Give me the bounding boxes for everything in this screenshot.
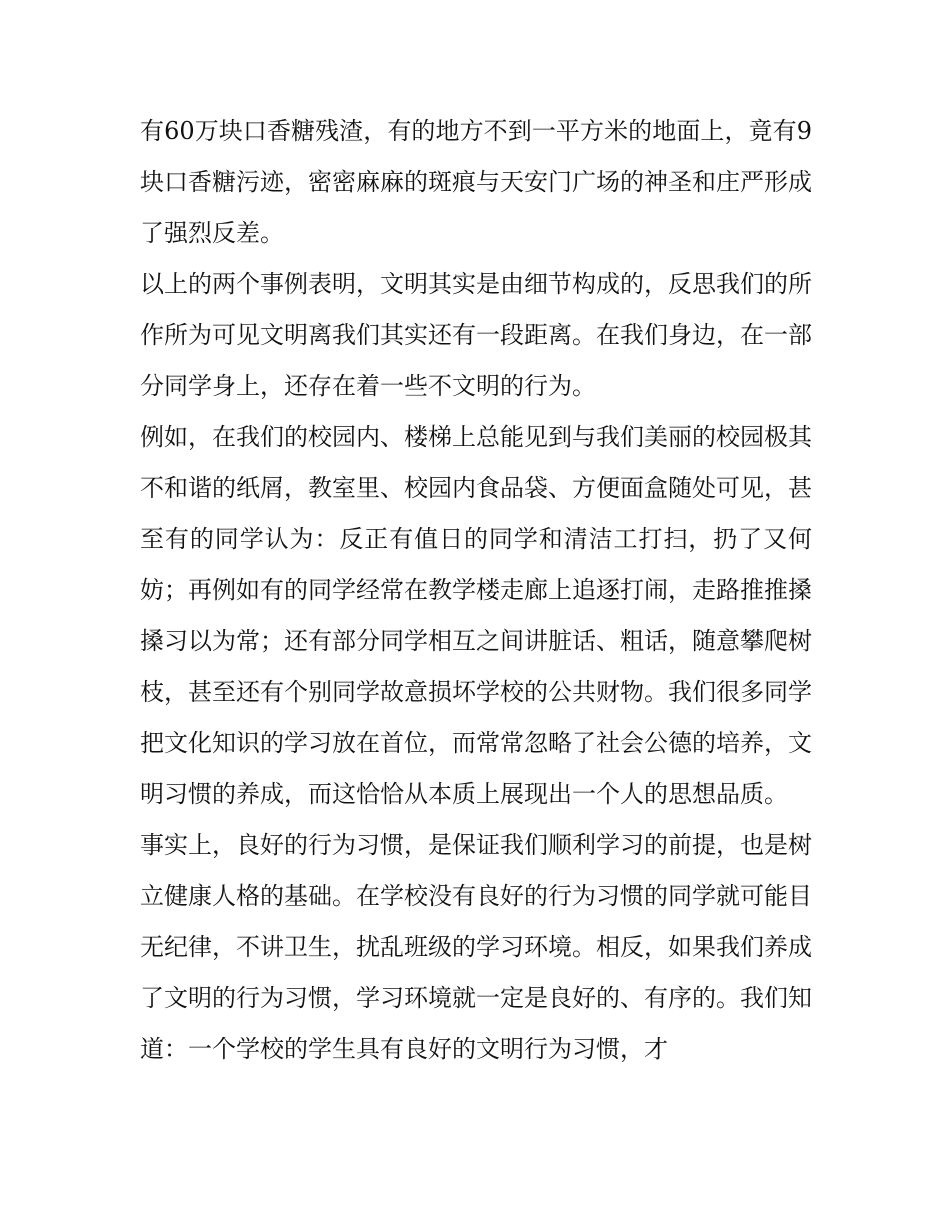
paragraph-1: 有60万块口香糖残渣，有的地方不到一平方米的地面上，竟有9块口香糖污迹，密密麻麻的斑痕与天安门广场的神圣和庄严形成了强烈反差。 xyxy=(140,117,812,247)
document-body xyxy=(140,106,812,1075)
paragraph-2: 以上的两个事例表明，文明其实是由细节构成的，反思我们的所作所为可见文明离我们其实还有一段距离。在我们身边，在一部分同学身上，还存在着一些不文明的行为。 xyxy=(140,270,812,400)
paragraph-3: 例如，在我们的校园内、楼梯上总能见到与我们美丽的校园极其不和谐的纸屑，教室里、校园内食品袋、方便面盒随处可见，甚至有的同学认为：反正有值日的同学和清洁工打扫，扔了又何妨；再例如有的同学经常在教学楼走廊上追逐打闹，走路推推搡搡习以为常；还有部分同学相互之间讲脏话、粗话，随意攀爬树枝，甚至还有个别同学故意损坏学校的公共财物。我们很多同学把文化知识的学习放在首位，而常常忽略了社会公德的培养，文明习惯的养成，而这恰恰从本质上展现出一个人的思想品质。 xyxy=(140,423,812,808)
paragraph-4: 事实上，良好的行为习惯，是保证我们顺利学习的前提，也是树立健康人格的基础。在学校没有良好的行为习惯的同学就可能目无纪律，不讲卫生，扰乱班级的学习环境。相反，如果我们养成了文明的行为习惯，学习环境就一定是良好的、有序的。我们知道：一个学校的学生具有良好的文明行为习惯，才 xyxy=(140,831,812,1063)
